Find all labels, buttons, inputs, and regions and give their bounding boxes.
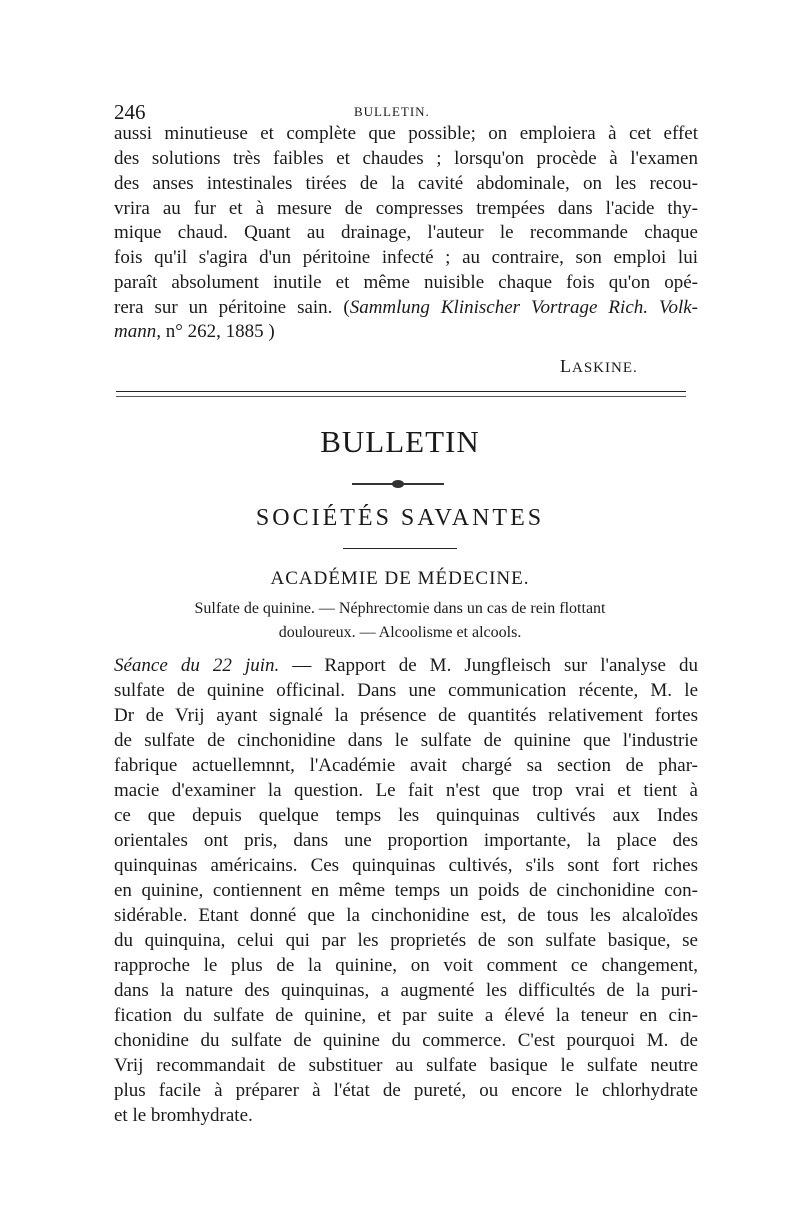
text-line: orientales ont pris, dans une proportion importante, la place des: [114, 830, 698, 851]
text-line: quinquinas américains. Ces quinquinas cultivés, s'ils sont fort riches: [114, 855, 698, 876]
citation-prefix: rera sur un péritoine sain. (: [114, 297, 350, 318]
double-rule-top: [116, 391, 686, 392]
text-line: dans la nature des quinquinas, a augmenté les difficultés de la puri-: [114, 980, 698, 1001]
text-line: en quinine, contiennent en même temps un poids de cinchonidine con-: [114, 880, 698, 901]
subjects-line: douloureux. — Alcoolisme et alcools.: [278, 624, 522, 641]
page-number: 246: [114, 100, 146, 124]
text-line-seance: [114, 654, 698, 679]
signature: [560, 356, 638, 377]
citation-title-end: mann,: [114, 321, 161, 342]
ornament-rule: [352, 483, 444, 485]
text-line: Dr de Vrij ayant signalé la présence de quantités relativement fortes: [114, 705, 698, 726]
text-line: du quinquina, celui qui par les proprietés de son sulfate basique, se: [114, 930, 698, 951]
text-line: et le bromhydrate.: [114, 1105, 253, 1126]
text-line: de sulfate de cinchonidine dans le sulfate de quinine que l'industrie: [114, 730, 698, 751]
text-line: macie d'examiner la question. Le fait n'est que trop vrai et tient à: [114, 780, 698, 801]
text-line: fication du sulfate de quinine, et par suite a élevé la teneur en cin-: [114, 1005, 698, 1026]
text-line: mique chaud. Quant au drainage, l'auteur le recommande chaque: [114, 222, 698, 243]
double-rule-bottom: [116, 396, 686, 397]
citation-title: Sammlung Klinischer Vortrage Rich. Volk-: [349, 297, 698, 318]
text-line: plus facile à préparer à l'état de pureté, ou encore le chlorhydrate: [114, 1080, 698, 1101]
citation-suffix: n° 262, 1885 ): [160, 321, 275, 342]
signature-rest: ASKINE.: [572, 360, 638, 376]
section-heading-bulletin: BULLETIN: [320, 424, 480, 459]
seance-rest: — Rapport de M. Jungfleisch sur l'analyse du: [279, 655, 698, 676]
running-title: BULLETIN.: [354, 104, 430, 119]
signature-initial: L: [560, 356, 572, 376]
text-line: sulfate de quinine officinal. Dans une communication récente, M. le: [114, 680, 698, 701]
text-line: Vrij recommandait de substituer au sulfate basique le sulfate neutre: [114, 1055, 698, 1076]
text-line: sidérable. Etant donné que la cinchonidine est, de tous les alcaloïdes: [114, 905, 698, 926]
subjects-line: Sulfate de quinine. — Néphrectomie dans un cas de rein flottant: [194, 600, 606, 617]
short-rule: [343, 548, 457, 549]
text-line: fois qu'il s'agira d'un péritoine infecté ; au contraire, son emploi lui: [114, 247, 698, 268]
text-line: aussi minutieuse et complète que possible; on emploiera à cet effet: [114, 123, 698, 144]
text-line: des anses intestinales tirées de la cavité abdominale, on les recou-: [114, 173, 698, 194]
text-line: ce que depuis quelque temps les quinquinas cultivés aux Indes: [114, 805, 698, 826]
seance-date: Séance du 22 juin.: [114, 655, 280, 676]
text-line-citation: [114, 296, 698, 321]
text-line: chonidine du sulfate de quinine du commerce. C'est pourquoi M. de: [114, 1030, 698, 1051]
text-line: fabrique actuellemnnt, l'Académie avait chargé sa section de phar-: [114, 755, 698, 776]
text-line: des solutions très faibles et chaudes ; lorsqu'on procède à l'examen: [114, 148, 698, 169]
section-heading-societes: SOCIÉTÉS SAVANTES: [255, 505, 545, 531]
subsection-heading-academie: ACADÉMIE DE MÉDECINE.: [270, 568, 530, 589]
text-line-citation-end: [114, 320, 698, 345]
text-line: vrira au fur et à mesure de compresses trempées dans l'acide thy-: [114, 198, 698, 219]
text-line: paraît absolument inutile et même nuisible chaque fois qu'on opé-: [114, 272, 698, 293]
text-line: rapproche le plus de la quinine, on voit comment ce changement,: [114, 955, 698, 976]
